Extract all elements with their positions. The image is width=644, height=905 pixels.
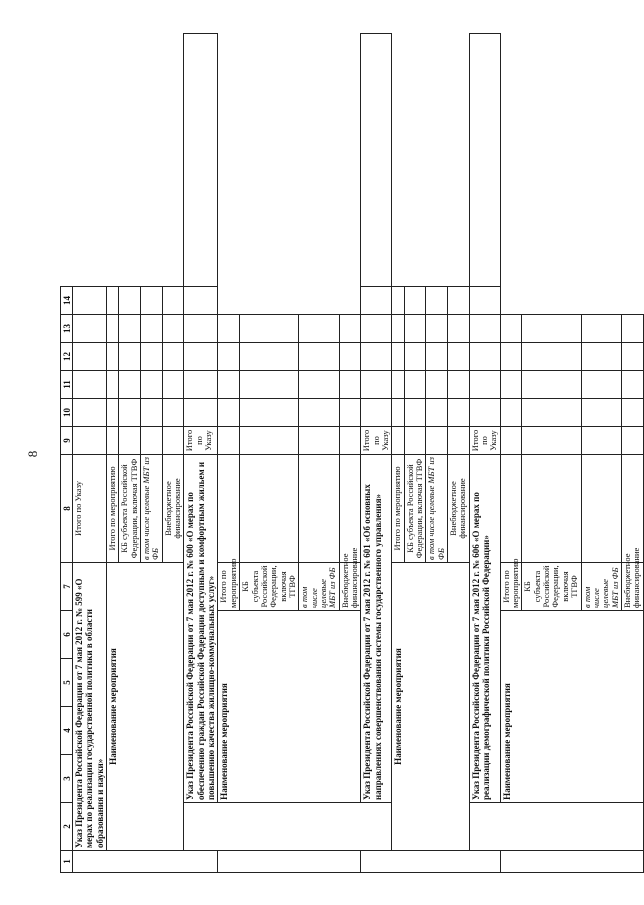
value-cell: [107, 287, 119, 315]
value-cell: [621, 399, 643, 427]
column-header: 9: [61, 427, 73, 455]
value-cell: [218, 371, 240, 399]
decree-title: Указ Президента Российской Федерации от 7 мая 2012 г. № 606 «О мерах по реализации демографической политики Российской Федерации»: [469, 455, 500, 803]
value-cell: [361, 287, 392, 315]
value-cell: [500, 371, 522, 399]
row-number-cell: [73, 851, 218, 873]
value-cell: [119, 427, 141, 455]
value-cell: [361, 399, 392, 427]
value-cell: [107, 427, 119, 455]
value-cell: [522, 427, 581, 455]
column-header: 1: [61, 851, 73, 873]
value-cell: [73, 371, 107, 399]
value-cell: [184, 315, 218, 343]
measure-name-header: Наименование мероприятия: [218, 611, 361, 873]
value-cell: [392, 315, 404, 343]
value-cell: [500, 399, 522, 427]
value-cell: [621, 371, 643, 399]
value-cell: [141, 315, 163, 343]
column-header: 13: [61, 315, 73, 343]
targeted-transfers-label: в том числе целевые МБТ из ФБ: [141, 457, 161, 560]
rotated-table-sheet: [60, 33, 642, 873]
financing-source-label: Итого по мероприятию: [218, 563, 240, 611]
table-row: [500, 34, 522, 873]
value-cell: [218, 343, 240, 371]
value-cell: [426, 399, 448, 427]
value-cell: [469, 371, 500, 399]
value-cell: [184, 34, 218, 287]
value-cell: [404, 371, 426, 399]
value-cell: [500, 315, 522, 343]
column-header: 10: [61, 399, 73, 427]
financing-source-label: Внебюджетное финансирование: [448, 455, 470, 563]
value-cell: [141, 427, 163, 455]
value-cell: [299, 455, 339, 563]
section-title-row: [469, 34, 500, 873]
total-by-decree-label: Итого по Указу: [469, 427, 500, 455]
value-cell: [218, 399, 240, 427]
value-cell: [240, 399, 299, 427]
measure-name-header: Наименование мероприятия: [500, 611, 643, 873]
value-cell: [621, 315, 643, 343]
value-cell: [522, 455, 581, 563]
value-cell: [404, 315, 426, 343]
value-cell: [392, 343, 404, 371]
decree-title: Указ Президента Российской Федерации от 7 мая 2012 г. № 601 «Об основных направлениях совершенствования системы государственного управления»: [361, 455, 392, 803]
value-cell: [392, 371, 404, 399]
value-cell: [162, 399, 184, 427]
value-cell: [184, 399, 218, 427]
table-row: [107, 34, 119, 873]
value-cell: [119, 399, 141, 427]
value-cell: [119, 315, 141, 343]
value-cell: [107, 343, 119, 371]
measure-name-header: Наименование мероприятия: [107, 563, 184, 851]
value-cell: [218, 455, 240, 563]
value-cell: [240, 315, 299, 343]
value-cell: [500, 427, 522, 455]
section-title-row: [73, 34, 107, 873]
value-cell: [162, 427, 184, 455]
column-header: 8: [61, 455, 73, 563]
value-cell: [448, 399, 470, 427]
section-title-row: [184, 34, 218, 873]
column-header: 11: [61, 371, 73, 399]
row-number-cell: [361, 851, 500, 873]
page-number: 8: [25, 450, 40, 458]
value-cell: [621, 427, 643, 455]
value-cell: [119, 343, 141, 371]
value-cell: [141, 399, 163, 427]
value-cell: [73, 427, 107, 455]
value-cell: [581, 399, 621, 427]
targeted-transfers-label: в том числе целевые МБТ из ФБ: [581, 567, 620, 608]
value-cell: [184, 371, 218, 399]
value-cell: [184, 343, 218, 371]
targeted-transfers-label: в том числе целевые МБТ из ФБ: [299, 567, 338, 608]
value-cell: [141, 371, 163, 399]
value-cell: [500, 455, 522, 563]
value-cell: [299, 343, 339, 371]
total-by-decree-label: Итого по Указу: [73, 455, 107, 563]
value-cell: [404, 287, 426, 315]
financing-source-label: Внебюджетное финансирование: [621, 563, 643, 611]
value-cell: [339, 371, 361, 399]
value-cell: [426, 371, 448, 399]
financing-source-label: [141, 455, 163, 563]
value-cell: [184, 287, 218, 315]
column-header: 5: [61, 659, 73, 707]
value-cell: [426, 287, 448, 315]
value-cell: [361, 343, 392, 371]
targeted-transfers-label: в том числе целевые МБТ из ФБ: [426, 457, 446, 560]
value-cell: [448, 343, 470, 371]
value-cell: [73, 315, 107, 343]
value-cell: [119, 371, 141, 399]
value-cell: [240, 427, 299, 455]
value-cell: [107, 399, 119, 427]
value-cell: [339, 399, 361, 427]
column-header: 3: [61, 755, 73, 803]
financing-source-label: [299, 563, 339, 611]
value-cell: [404, 427, 426, 455]
financing-source-label: КБ субъекта Российской Федерации, включая ТГВФ: [240, 563, 299, 611]
value-cell: [621, 343, 643, 371]
value-cell: [73, 399, 107, 427]
value-cell: [581, 427, 621, 455]
table-row: [392, 34, 404, 873]
value-cell: [522, 371, 581, 399]
total-by-decree-label: Итого по Указу: [361, 427, 392, 455]
value-cell: [392, 287, 404, 315]
value-cell: [162, 287, 184, 315]
column-header: 6: [61, 611, 73, 659]
financing-source-label: КБ субъекта Российской Федерации, включая ТГВФ: [522, 563, 581, 611]
financing-source-label: Внебюджетное финансирование: [339, 563, 361, 611]
column-header: 4: [61, 707, 73, 755]
value-cell: [522, 399, 581, 427]
column-number-row: [61, 34, 73, 873]
value-cell: [426, 315, 448, 343]
value-cell: [581, 343, 621, 371]
value-cell: [448, 315, 470, 343]
value-cell: [469, 399, 500, 427]
value-cell: [299, 399, 339, 427]
financing-source-label: Внебюджетное финансирование: [162, 455, 184, 563]
value-cell: [141, 287, 163, 315]
column-header: 12: [61, 343, 73, 371]
financing-table: [60, 33, 644, 873]
value-cell: [299, 427, 339, 455]
value-cell: [107, 315, 119, 343]
value-cell: [240, 371, 299, 399]
column-header: 7: [61, 563, 73, 611]
section-title-row: [361, 34, 392, 873]
value-cell: [299, 315, 339, 343]
value-cell: [581, 455, 621, 563]
value-cell: [500, 343, 522, 371]
column-header: 14: [61, 287, 73, 315]
value-cell: [522, 315, 581, 343]
value-cell: [339, 315, 361, 343]
value-cell: [299, 371, 339, 399]
total-by-decree-label: Итого по Указу: [184, 427, 218, 455]
financing-source-label: Итого по мероприятию: [392, 455, 404, 563]
value-cell: [162, 315, 184, 343]
value-cell: [469, 343, 500, 371]
value-cell: [361, 371, 392, 399]
value-cell: [469, 287, 500, 315]
financing-source-label: Итого по мероприятию: [107, 455, 119, 563]
measure-name-header: Наименование мероприятия: [392, 563, 469, 851]
value-cell: [162, 343, 184, 371]
value-cell: [392, 427, 404, 455]
value-cell: [448, 371, 470, 399]
value-cell: [339, 427, 361, 455]
value-cell: [469, 34, 500, 287]
value-cell: [404, 399, 426, 427]
decree-title: Указ Президента Российской Федерации от 7 мая 2012 г. № 600 «О мерах по обеспечению граждан Российской Федерации доступным и комфортным жильем и повышению качества жилищно-коммунальных услуг»: [184, 455, 218, 803]
financing-source-label: [581, 563, 621, 611]
value-cell: [392, 399, 404, 427]
financing-source-label: КБ субъекта Российской Федерации, включая ТГВФ: [404, 455, 426, 563]
value-cell: [469, 315, 500, 343]
value-cell: [339, 455, 361, 563]
value-cell: [581, 371, 621, 399]
value-cell: [240, 343, 299, 371]
value-cell: [141, 343, 163, 371]
value-cell: [339, 343, 361, 371]
financing-source-label: КБ субъекта Российской Федерации, включая ТГВФ: [119, 455, 141, 563]
column-header: 2: [61, 803, 73, 851]
value-cell: [522, 343, 581, 371]
value-cell: [73, 287, 107, 315]
value-cell: [107, 371, 119, 399]
value-cell: [218, 315, 240, 343]
value-cell: [448, 427, 470, 455]
financing-source-label: Итого по мероприятию: [500, 563, 522, 611]
value-cell: [426, 427, 448, 455]
value-cell: [119, 287, 141, 315]
value-cell: [162, 371, 184, 399]
value-cell: [404, 343, 426, 371]
value-cell: [361, 315, 392, 343]
value-cell: [581, 315, 621, 343]
value-cell: [361, 34, 392, 287]
value-cell: [426, 343, 448, 371]
value-cell: [621, 455, 643, 563]
value-cell: [448, 287, 470, 315]
table-row: [218, 34, 240, 873]
value-cell: [218, 427, 240, 455]
decree-title: Указ Президента Российской Федерации от 7 мая 2012 г. № 599 «О мерах по реализации государственной политики в области образования и науки»: [73, 563, 107, 851]
financing-source-label: [426, 455, 448, 563]
value-cell: [240, 455, 299, 563]
value-cell: [73, 343, 107, 371]
